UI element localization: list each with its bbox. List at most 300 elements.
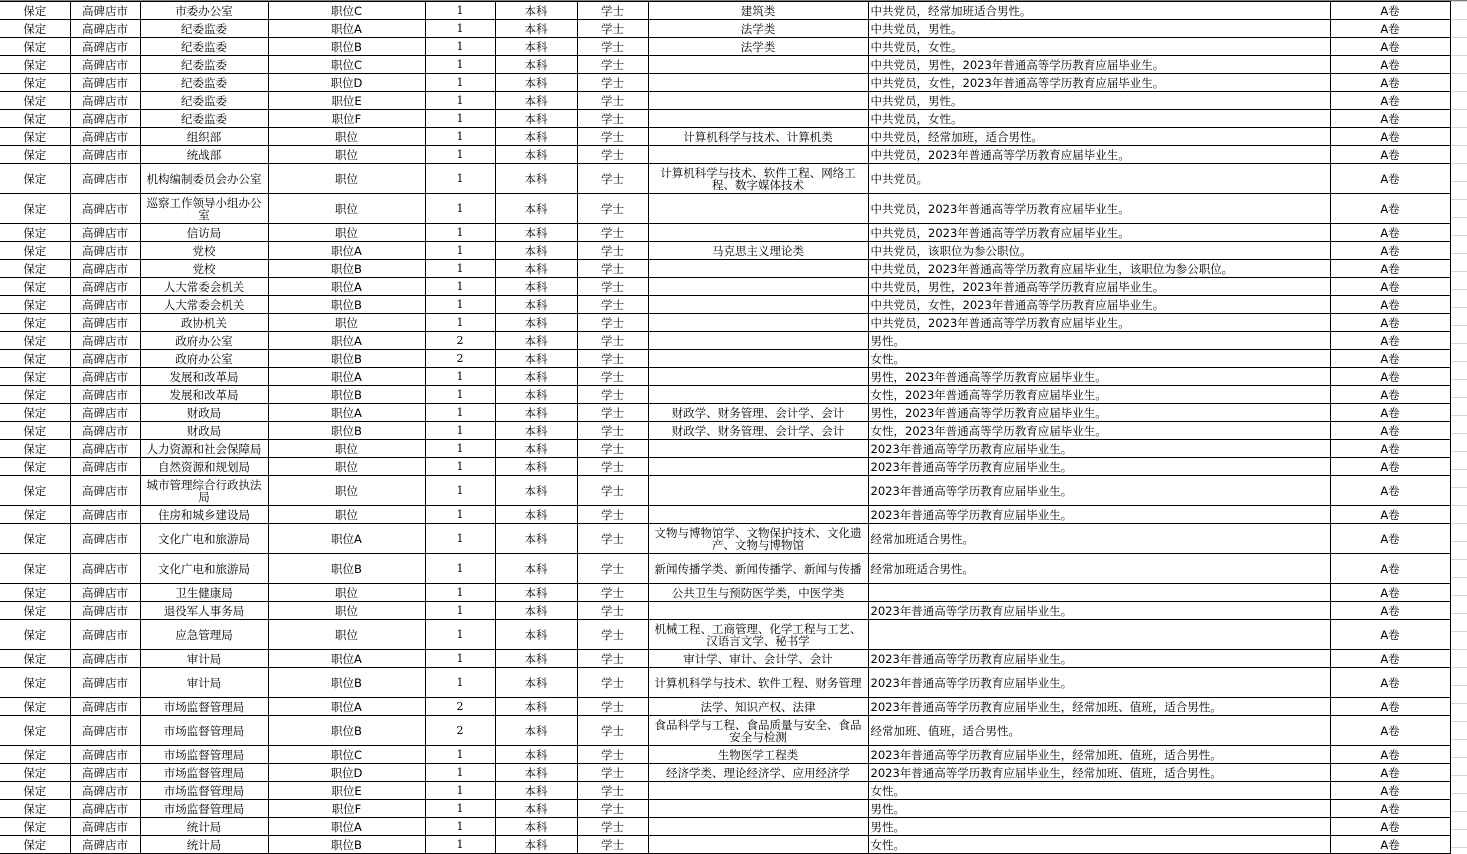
major-cell[interactable] — [648, 260, 868, 278]
city-cell[interactable]: 保定 — [0, 620, 70, 650]
major-cell[interactable]: 计算机科学与技术、软件工程、财务管理 — [648, 668, 868, 698]
position-cell[interactable]: 职位A — [268, 278, 425, 296]
position-cell[interactable]: 职位F — [268, 800, 425, 818]
exam-paper-cell[interactable]: A卷 — [1330, 350, 1450, 368]
education-cell[interactable]: 本科 — [495, 620, 577, 650]
exam-paper-cell[interactable]: A卷 — [1330, 194, 1450, 224]
city-cell[interactable]: 保定 — [0, 350, 70, 368]
department-cell[interactable]: 纪委监委 — [140, 38, 268, 56]
exam-paper-cell[interactable]: A卷 — [1330, 278, 1450, 296]
requirements-cell[interactable]: 2023年普通高等学历教育应届毕业生。 — [868, 440, 1330, 458]
degree-cell[interactable]: 学士 — [577, 782, 648, 800]
city-cell[interactable]: 保定 — [0, 800, 70, 818]
requirements-cell[interactable]: 女性，2023年普通高等学历教育应届毕业生。 — [868, 422, 1330, 440]
city-cell[interactable]: 保定 — [0, 584, 70, 602]
requirements-cell[interactable]: 中共党员，男性。 — [868, 20, 1330, 38]
major-cell[interactable]: 公共卫生与预防医学类，中医学类 — [648, 584, 868, 602]
department-cell[interactable]: 纪委监委 — [140, 56, 268, 74]
department-cell[interactable]: 市场监督管理局 — [140, 698, 268, 716]
position-cell[interactable]: 职位A — [268, 524, 425, 554]
county-cell[interactable]: 高碑店市 — [70, 350, 140, 368]
major-cell[interactable] — [648, 782, 868, 800]
department-cell[interactable]: 市场监督管理局 — [140, 764, 268, 782]
major-cell[interactable]: 文物与博物馆学、文物保护技术、文化遗产、文物与博物馆 — [648, 524, 868, 554]
county-cell[interactable]: 高碑店市 — [70, 314, 140, 332]
education-cell[interactable]: 本科 — [495, 764, 577, 782]
position-cell[interactable]: 职位C — [268, 2, 425, 20]
headcount-cell[interactable]: 1 — [425, 20, 495, 38]
city-cell[interactable]: 保定 — [0, 2, 70, 20]
education-cell[interactable]: 本科 — [495, 110, 577, 128]
degree-cell[interactable]: 学士 — [577, 386, 648, 404]
headcount-cell[interactable]: 1 — [425, 314, 495, 332]
exam-paper-cell[interactable]: A卷 — [1330, 296, 1450, 314]
department-cell[interactable]: 党校 — [140, 242, 268, 260]
city-cell[interactable]: 保定 — [0, 386, 70, 404]
education-cell[interactable]: 本科 — [495, 746, 577, 764]
position-cell[interactable]: 职位B — [268, 296, 425, 314]
position-cell[interactable]: 职位 — [268, 476, 425, 506]
position-cell[interactable]: 职位B — [268, 386, 425, 404]
requirements-cell[interactable]: 男性。 — [868, 800, 1330, 818]
county-cell[interactable]: 高碑店市 — [70, 506, 140, 524]
major-cell[interactable] — [648, 146, 868, 164]
degree-cell[interactable]: 学士 — [577, 836, 648, 854]
requirements-cell[interactable]: 2023年普通高等学历教育应届毕业生。 — [868, 602, 1330, 620]
headcount-cell[interactable]: 1 — [425, 74, 495, 92]
city-cell[interactable]: 保定 — [0, 332, 70, 350]
requirements-cell[interactable]: 2023年普通高等学历教育应届毕业生。 — [868, 476, 1330, 506]
requirements-cell[interactable]: 中共党员，经常加班适合男性。 — [868, 2, 1330, 20]
education-cell[interactable]: 本科 — [495, 698, 577, 716]
city-cell[interactable]: 保定 — [0, 440, 70, 458]
requirements-cell[interactable]: 女性。 — [868, 782, 1330, 800]
headcount-cell[interactable]: 1 — [425, 800, 495, 818]
department-cell[interactable]: 巡察工作领导小组办公室 — [140, 194, 268, 224]
exam-paper-cell[interactable]: A卷 — [1330, 506, 1450, 524]
major-cell[interactable]: 法学、知识产权、法律 — [648, 698, 868, 716]
position-cell[interactable]: 职位 — [268, 314, 425, 332]
headcount-cell[interactable]: 1 — [425, 554, 495, 584]
department-cell[interactable]: 纪委监委 — [140, 110, 268, 128]
degree-cell[interactable]: 学士 — [577, 242, 648, 260]
degree-cell[interactable]: 学士 — [577, 800, 648, 818]
major-cell[interactable] — [648, 194, 868, 224]
education-cell[interactable]: 本科 — [495, 440, 577, 458]
major-cell[interactable] — [648, 278, 868, 296]
education-cell[interactable]: 本科 — [495, 38, 577, 56]
department-cell[interactable]: 机构编制委员会办公室 — [140, 164, 268, 194]
city-cell[interactable]: 保定 — [0, 602, 70, 620]
city-cell[interactable]: 保定 — [0, 146, 70, 164]
degree-cell[interactable]: 学士 — [577, 554, 648, 584]
headcount-cell[interactable]: 1 — [425, 128, 495, 146]
headcount-cell[interactable]: 1 — [425, 386, 495, 404]
major-cell[interactable]: 财政学、财务管理、会计学、会计 — [648, 422, 868, 440]
department-cell[interactable]: 组织部 — [140, 128, 268, 146]
requirements-cell[interactable]: 女性，2023年普通高等学历教育应届毕业生。 — [868, 386, 1330, 404]
position-cell[interactable]: 职位B — [268, 422, 425, 440]
exam-paper-cell[interactable]: A卷 — [1330, 92, 1450, 110]
degree-cell[interactable]: 学士 — [577, 350, 648, 368]
degree-cell[interactable]: 学士 — [577, 650, 648, 668]
education-cell[interactable]: 本科 — [495, 836, 577, 854]
education-cell[interactable]: 本科 — [495, 332, 577, 350]
exam-paper-cell[interactable]: A卷 — [1330, 110, 1450, 128]
exam-paper-cell[interactable]: A卷 — [1330, 524, 1450, 554]
exam-paper-cell[interactable]: A卷 — [1330, 476, 1450, 506]
requirements-cell[interactable]: 女性。 — [868, 350, 1330, 368]
headcount-cell[interactable]: 1 — [425, 476, 495, 506]
city-cell[interactable]: 保定 — [0, 524, 70, 554]
exam-paper-cell[interactable]: A卷 — [1330, 242, 1450, 260]
county-cell[interactable]: 高碑店市 — [70, 260, 140, 278]
requirements-cell[interactable]: 中共党员，女性，2023年普通高等学历教育应届毕业生。 — [868, 74, 1330, 92]
city-cell[interactable]: 保定 — [0, 698, 70, 716]
education-cell[interactable]: 本科 — [495, 422, 577, 440]
county-cell[interactable]: 高碑店市 — [70, 386, 140, 404]
education-cell[interactable]: 本科 — [495, 146, 577, 164]
degree-cell[interactable]: 学士 — [577, 584, 648, 602]
major-cell[interactable] — [648, 836, 868, 854]
education-cell[interactable]: 本科 — [495, 260, 577, 278]
headcount-cell[interactable]: 2 — [425, 716, 495, 746]
major-cell[interactable]: 计算机科学与技术、计算机类 — [648, 128, 868, 146]
county-cell[interactable]: 高碑店市 — [70, 458, 140, 476]
position-cell[interactable]: 职位B — [268, 716, 425, 746]
city-cell[interactable]: 保定 — [0, 92, 70, 110]
county-cell[interactable]: 高碑店市 — [70, 20, 140, 38]
position-cell[interactable]: 职位 — [268, 506, 425, 524]
education-cell[interactable]: 本科 — [495, 818, 577, 836]
headcount-cell[interactable]: 1 — [425, 620, 495, 650]
city-cell[interactable]: 保定 — [0, 164, 70, 194]
county-cell[interactable]: 高碑店市 — [70, 836, 140, 854]
exam-paper-cell[interactable]: A卷 — [1330, 746, 1450, 764]
exam-paper-cell[interactable]: A卷 — [1330, 314, 1450, 332]
exam-paper-cell[interactable]: A卷 — [1330, 146, 1450, 164]
exam-paper-cell[interactable]: A卷 — [1330, 668, 1450, 698]
county-cell[interactable]: 高碑店市 — [70, 782, 140, 800]
requirements-cell[interactable]: 中共党员，2023年普通高等学历教育应届毕业生。 — [868, 314, 1330, 332]
position-cell[interactable]: 职位A — [268, 698, 425, 716]
major-cell[interactable]: 建筑类 — [648, 2, 868, 20]
city-cell[interactable]: 保定 — [0, 20, 70, 38]
headcount-cell[interactable]: 2 — [425, 698, 495, 716]
position-cell[interactable]: 职位 — [268, 128, 425, 146]
degree-cell[interactable]: 学士 — [577, 332, 648, 350]
headcount-cell[interactable]: 1 — [425, 506, 495, 524]
requirements-cell[interactable]: 男性。 — [868, 818, 1330, 836]
exam-paper-cell[interactable]: A卷 — [1330, 128, 1450, 146]
education-cell[interactable]: 本科 — [495, 20, 577, 38]
education-cell[interactable]: 本科 — [495, 650, 577, 668]
education-cell[interactable]: 本科 — [495, 194, 577, 224]
degree-cell[interactable]: 学士 — [577, 164, 648, 194]
department-cell[interactable]: 退役军人事务局 — [140, 602, 268, 620]
department-cell[interactable]: 政府办公室 — [140, 332, 268, 350]
headcount-cell[interactable]: 1 — [425, 668, 495, 698]
exam-paper-cell[interactable]: A卷 — [1330, 386, 1450, 404]
department-cell[interactable]: 自然资源和规划局 — [140, 458, 268, 476]
county-cell[interactable]: 高碑店市 — [70, 440, 140, 458]
degree-cell[interactable]: 学士 — [577, 698, 648, 716]
department-cell[interactable]: 应急管理局 — [140, 620, 268, 650]
exam-paper-cell[interactable]: A卷 — [1330, 404, 1450, 422]
major-cell[interactable]: 新闻传播学类、新闻传播学、新闻与传播 — [648, 554, 868, 584]
county-cell[interactable]: 高碑店市 — [70, 620, 140, 650]
department-cell[interactable]: 党校 — [140, 260, 268, 278]
city-cell[interactable]: 保定 — [0, 746, 70, 764]
department-cell[interactable]: 人大常委会机关 — [140, 296, 268, 314]
major-cell[interactable]: 财政学、财务管理、会计学、会计 — [648, 404, 868, 422]
requirements-cell[interactable]: 2023年普通高等学历教育应届毕业生，经常加班、值班，适合男性。 — [868, 764, 1330, 782]
department-cell[interactable]: 政协机关 — [140, 314, 268, 332]
county-cell[interactable]: 高碑店市 — [70, 332, 140, 350]
department-cell[interactable]: 纪委监委 — [140, 74, 268, 92]
requirements-cell[interactable]: 中共党员，该职位为参公职位。 — [868, 242, 1330, 260]
requirements-cell[interactable]: 经常加班、值班，适合男性。 — [868, 716, 1330, 746]
headcount-cell[interactable]: 1 — [425, 260, 495, 278]
position-cell[interactable]: 职位A — [268, 650, 425, 668]
position-cell[interactable]: 职位B — [268, 260, 425, 278]
position-cell[interactable]: 职位 — [268, 164, 425, 194]
major-cell[interactable]: 食品科学与工程、食品质量与安全、食品安全与检测 — [648, 716, 868, 746]
county-cell[interactable]: 高碑店市 — [70, 650, 140, 668]
exam-paper-cell[interactable]: A卷 — [1330, 2, 1450, 20]
exam-paper-cell[interactable]: A卷 — [1330, 38, 1450, 56]
degree-cell[interactable]: 学士 — [577, 440, 648, 458]
requirements-cell[interactable]: 中共党员，经常加班，适合男性。 — [868, 128, 1330, 146]
education-cell[interactable]: 本科 — [495, 2, 577, 20]
major-cell[interactable] — [648, 818, 868, 836]
county-cell[interactable]: 高碑店市 — [70, 584, 140, 602]
degree-cell[interactable]: 学士 — [577, 716, 648, 746]
city-cell[interactable]: 保定 — [0, 404, 70, 422]
major-cell[interactable] — [648, 350, 868, 368]
county-cell[interactable]: 高碑店市 — [70, 110, 140, 128]
position-cell[interactable]: 职位D — [268, 74, 425, 92]
headcount-cell[interactable]: 1 — [425, 458, 495, 476]
exam-paper-cell[interactable]: A卷 — [1330, 332, 1450, 350]
requirements-cell[interactable]: 中共党员，男性，2023年普通高等学历教育应届毕业生。 — [868, 56, 1330, 74]
county-cell[interactable]: 高碑店市 — [70, 146, 140, 164]
degree-cell[interactable]: 学士 — [577, 224, 648, 242]
county-cell[interactable]: 高碑店市 — [70, 422, 140, 440]
education-cell[interactable]: 本科 — [495, 602, 577, 620]
department-cell[interactable]: 城市管理综合行政执法局 — [140, 476, 268, 506]
major-cell[interactable] — [648, 110, 868, 128]
city-cell[interactable]: 保定 — [0, 38, 70, 56]
county-cell[interactable]: 高碑店市 — [70, 746, 140, 764]
headcount-cell[interactable]: 1 — [425, 836, 495, 854]
degree-cell[interactable]: 学士 — [577, 476, 648, 506]
city-cell[interactable]: 保定 — [0, 368, 70, 386]
city-cell[interactable]: 保定 — [0, 668, 70, 698]
department-cell[interactable]: 纪委监委 — [140, 20, 268, 38]
education-cell[interactable]: 本科 — [495, 278, 577, 296]
city-cell[interactable]: 保定 — [0, 278, 70, 296]
headcount-cell[interactable]: 1 — [425, 524, 495, 554]
major-cell[interactable] — [648, 506, 868, 524]
position-cell[interactable]: 职位F — [268, 110, 425, 128]
requirements-cell[interactable]: 中共党员，男性。 — [868, 92, 1330, 110]
headcount-cell[interactable]: 1 — [425, 818, 495, 836]
major-cell[interactable]: 生物医学工程类 — [648, 746, 868, 764]
county-cell[interactable]: 高碑店市 — [70, 764, 140, 782]
education-cell[interactable]: 本科 — [495, 224, 577, 242]
county-cell[interactable]: 高碑店市 — [70, 602, 140, 620]
headcount-cell[interactable]: 1 — [425, 602, 495, 620]
city-cell[interactable]: 保定 — [0, 716, 70, 746]
education-cell[interactable]: 本科 — [495, 56, 577, 74]
position-cell[interactable]: 职位 — [268, 458, 425, 476]
headcount-cell[interactable]: 2 — [425, 332, 495, 350]
major-cell[interactable] — [648, 476, 868, 506]
department-cell[interactable]: 财政局 — [140, 422, 268, 440]
department-cell[interactable]: 卫生健康局 — [140, 584, 268, 602]
headcount-cell[interactable]: 1 — [425, 2, 495, 20]
exam-paper-cell[interactable]: A卷 — [1330, 74, 1450, 92]
city-cell[interactable]: 保定 — [0, 650, 70, 668]
degree-cell[interactable]: 学士 — [577, 296, 648, 314]
education-cell[interactable]: 本科 — [495, 716, 577, 746]
requirements-cell[interactable]: 2023年普通高等学历教育应届毕业生。 — [868, 668, 1330, 698]
major-cell[interactable] — [648, 296, 868, 314]
department-cell[interactable]: 发展和改革局 — [140, 368, 268, 386]
major-cell[interactable] — [648, 56, 868, 74]
position-cell[interactable]: 职位A — [268, 242, 425, 260]
major-cell[interactable] — [648, 440, 868, 458]
county-cell[interactable]: 高碑店市 — [70, 404, 140, 422]
county-cell[interactable]: 高碑店市 — [70, 74, 140, 92]
education-cell[interactable]: 本科 — [495, 584, 577, 602]
education-cell[interactable]: 本科 — [495, 668, 577, 698]
county-cell[interactable]: 高碑店市 — [70, 716, 140, 746]
exam-paper-cell[interactable]: A卷 — [1330, 422, 1450, 440]
headcount-cell[interactable]: 1 — [425, 92, 495, 110]
county-cell[interactable]: 高碑店市 — [70, 800, 140, 818]
headcount-cell[interactable]: 2 — [425, 350, 495, 368]
degree-cell[interactable]: 学士 — [577, 368, 648, 386]
degree-cell[interactable]: 学士 — [577, 278, 648, 296]
requirements-cell[interactable]: 中共党员，2023年普通高等学历教育应届毕业生。 — [868, 194, 1330, 224]
exam-paper-cell[interactable]: A卷 — [1330, 554, 1450, 584]
city-cell[interactable]: 保定 — [0, 836, 70, 854]
position-cell[interactable]: 职位 — [268, 440, 425, 458]
requirements-cell[interactable] — [868, 620, 1330, 650]
county-cell[interactable]: 高碑店市 — [70, 668, 140, 698]
education-cell[interactable]: 本科 — [495, 350, 577, 368]
degree-cell[interactable]: 学士 — [577, 146, 648, 164]
education-cell[interactable]: 本科 — [495, 458, 577, 476]
county-cell[interactable]: 高碑店市 — [70, 242, 140, 260]
headcount-cell[interactable]: 1 — [425, 650, 495, 668]
city-cell[interactable]: 保定 — [0, 74, 70, 92]
county-cell[interactable]: 高碑店市 — [70, 224, 140, 242]
degree-cell[interactable]: 学士 — [577, 620, 648, 650]
position-cell[interactable]: 职位E — [268, 92, 425, 110]
major-cell[interactable] — [648, 224, 868, 242]
exam-paper-cell[interactable]: A卷 — [1330, 620, 1450, 650]
department-cell[interactable]: 统计局 — [140, 836, 268, 854]
position-cell[interactable]: 职位D — [268, 764, 425, 782]
requirements-cell[interactable]: 中共党员，2023年普通高等学历教育应届毕业生，该职位为参公职位。 — [868, 260, 1330, 278]
education-cell[interactable]: 本科 — [495, 296, 577, 314]
degree-cell[interactable]: 学士 — [577, 314, 648, 332]
major-cell[interactable]: 法学类 — [648, 38, 868, 56]
exam-paper-cell[interactable]: A卷 — [1330, 782, 1450, 800]
degree-cell[interactable]: 学士 — [577, 764, 648, 782]
department-cell[interactable]: 统战部 — [140, 146, 268, 164]
position-cell[interactable]: 职位 — [268, 194, 425, 224]
education-cell[interactable]: 本科 — [495, 554, 577, 584]
position-cell[interactable]: 职位 — [268, 146, 425, 164]
education-cell[interactable]: 本科 — [495, 368, 577, 386]
degree-cell[interactable]: 学士 — [577, 524, 648, 554]
department-cell[interactable]: 人大常委会机关 — [140, 278, 268, 296]
requirements-cell[interactable]: 2023年普通高等学历教育应届毕业生，经常加班、值班，适合男性。 — [868, 698, 1330, 716]
city-cell[interactable]: 保定 — [0, 764, 70, 782]
requirements-cell[interactable]: 2023年普通高等学历教育应届毕业生。 — [868, 650, 1330, 668]
county-cell[interactable]: 高碑店市 — [70, 92, 140, 110]
exam-paper-cell[interactable]: A卷 — [1330, 716, 1450, 746]
position-cell[interactable]: 职位 — [268, 620, 425, 650]
requirements-cell[interactable] — [868, 584, 1330, 602]
exam-paper-cell[interactable]: A卷 — [1330, 260, 1450, 278]
position-cell[interactable]: 职位A — [268, 404, 425, 422]
position-cell[interactable]: 职位E — [268, 782, 425, 800]
requirements-cell[interactable]: 男性，2023年普通高等学历教育应届毕业生。 — [868, 404, 1330, 422]
major-cell[interactable]: 经济学类、理论经济学、应用经济学 — [648, 764, 868, 782]
exam-paper-cell[interactable]: A卷 — [1330, 224, 1450, 242]
county-cell[interactable]: 高碑店市 — [70, 698, 140, 716]
headcount-cell[interactable]: 1 — [425, 194, 495, 224]
city-cell[interactable]: 保定 — [0, 422, 70, 440]
county-cell[interactable]: 高碑店市 — [70, 818, 140, 836]
degree-cell[interactable]: 学士 — [577, 20, 648, 38]
headcount-cell[interactable]: 1 — [425, 404, 495, 422]
headcount-cell[interactable]: 1 — [425, 764, 495, 782]
department-cell[interactable]: 政府办公室 — [140, 350, 268, 368]
position-cell[interactable]: 职位A — [268, 818, 425, 836]
education-cell[interactable]: 本科 — [495, 128, 577, 146]
requirements-cell[interactable]: 中共党员，2023年普通高等学历教育应届毕业生。 — [868, 146, 1330, 164]
department-cell[interactable]: 审计局 — [140, 650, 268, 668]
education-cell[interactable]: 本科 — [495, 506, 577, 524]
degree-cell[interactable]: 学士 — [577, 422, 648, 440]
headcount-cell[interactable]: 1 — [425, 368, 495, 386]
city-cell[interactable]: 保定 — [0, 458, 70, 476]
education-cell[interactable]: 本科 — [495, 164, 577, 194]
major-cell[interactable]: 马克思主义理论类 — [648, 242, 868, 260]
exam-paper-cell[interactable]: A卷 — [1330, 818, 1450, 836]
degree-cell[interactable]: 学士 — [577, 260, 648, 278]
county-cell[interactable]: 高碑店市 — [70, 476, 140, 506]
headcount-cell[interactable]: 1 — [425, 110, 495, 128]
county-cell[interactable]: 高碑店市 — [70, 554, 140, 584]
major-cell[interactable]: 机械工程、工商管理、化学工程与工艺、汉语言文学、秘书学 — [648, 620, 868, 650]
degree-cell[interactable]: 学士 — [577, 74, 648, 92]
department-cell[interactable]: 市场监督管理局 — [140, 746, 268, 764]
major-cell[interactable]: 审计学、审计、会计学、会计 — [648, 650, 868, 668]
city-cell[interactable]: 保定 — [0, 818, 70, 836]
city-cell[interactable]: 保定 — [0, 194, 70, 224]
degree-cell[interactable]: 学士 — [577, 746, 648, 764]
department-cell[interactable]: 信访局 — [140, 224, 268, 242]
exam-paper-cell[interactable]: A卷 — [1330, 698, 1450, 716]
major-cell[interactable] — [648, 800, 868, 818]
